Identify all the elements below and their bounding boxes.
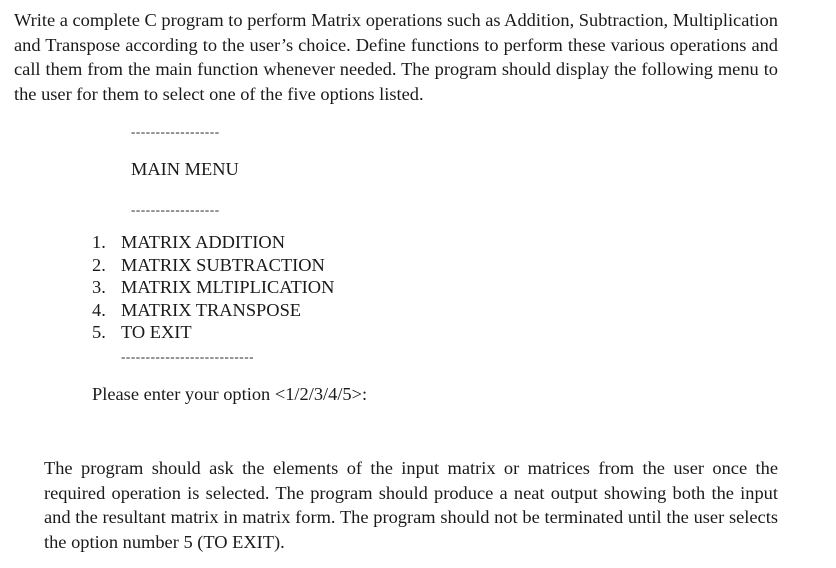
- outro-paragraph: The program should ask the elements of the input matrix or matrices from the user once the required operation is selected. The program should produce a neat output showing both the input and the resultant matrix in matrix form. The program should not be terminated until the user selects the option number 5 (TO EXIT).: [44, 458, 778, 552]
- menu-divider-top: ------------------: [131, 124, 220, 139]
- menu-item-label: MATRIX MLTIPLICATION: [121, 277, 335, 298]
- menu-item-label: MATRIX ADDITION: [121, 232, 285, 252]
- menu-item: [92, 299, 334, 322]
- menu-item: [92, 254, 334, 277]
- menu-item: [92, 276, 334, 299]
- menu-item-number: 1.: [92, 232, 106, 252]
- intro-paragraph: Write a complete C program to perform Matrix operations such as Addition, Subtraction, Multiplication and Transpose according to the user’s choice. Define functions to perform these various operations and call them from the main function whenever needed. The program should display the following menu to the user for them to select one of the five options listed.: [14, 10, 778, 104]
- menu-item-number: 4.: [92, 299, 106, 320]
- menu-divider-middle: ------------------: [131, 202, 220, 217]
- menu-divider-bottom: ---------------------------: [121, 349, 255, 364]
- menu-item-label: MATRIX SUBTRACTION: [121, 254, 325, 275]
- menu-item-number: 5.: [92, 322, 106, 343]
- menu-item: [92, 321, 334, 344]
- menu-title: MAIN MENU: [131, 159, 239, 179]
- menu-item-label: MATRIX TRANSPOSE: [121, 299, 302, 320]
- menu-item-number: 2.: [92, 254, 106, 275]
- menu-list: [92, 231, 334, 344]
- menu-item-label: TO EXIT: [121, 322, 192, 343]
- menu-item-number: 3.: [92, 277, 106, 298]
- menu-item: [92, 231, 334, 254]
- option-prompt: Please enter your option <1/2/3/4/5>:: [92, 384, 368, 404]
